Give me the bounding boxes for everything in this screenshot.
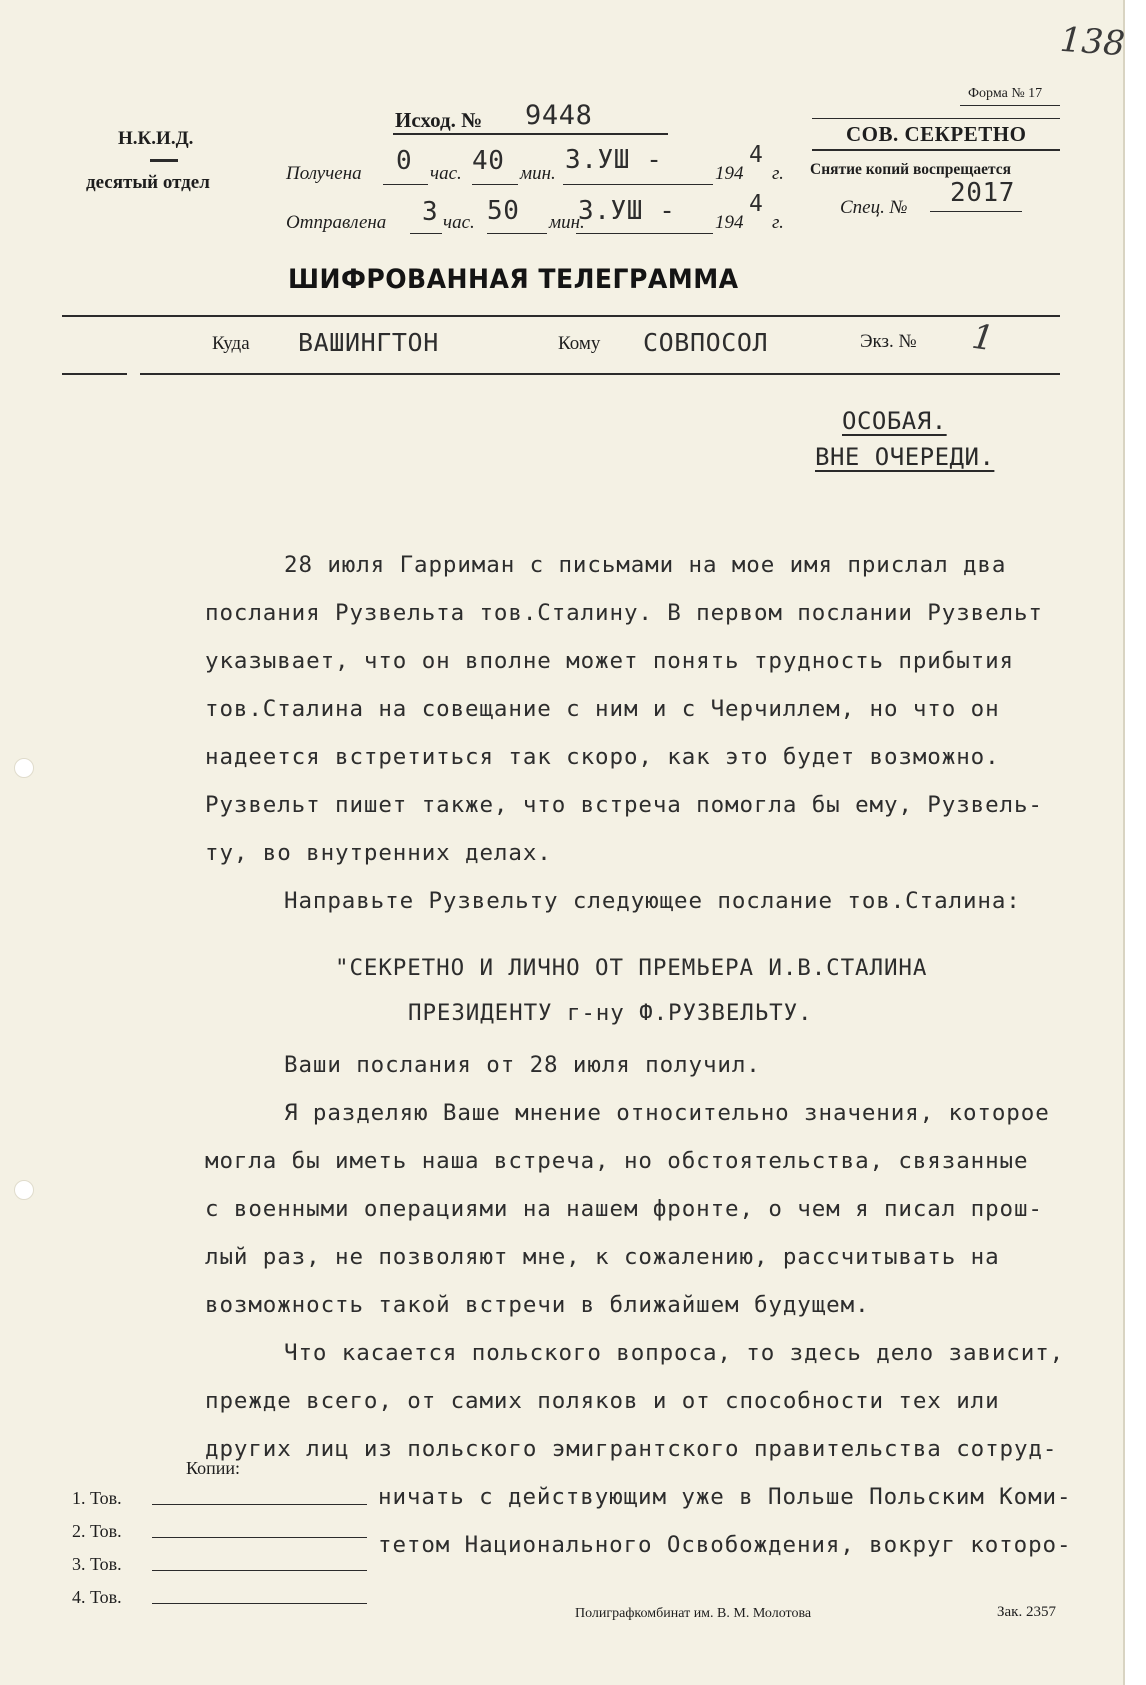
punch-hole bbox=[14, 758, 34, 778]
sent-date: 3.УШ - bbox=[578, 196, 676, 226]
body-line: Я разделяю Ваше мнение относительно значения, которое bbox=[284, 1100, 1050, 1126]
order-number: Зак. 2357 bbox=[997, 1604, 1056, 1620]
sent-label: Отправлена bbox=[286, 212, 387, 233]
route-to-label: Куда bbox=[212, 333, 250, 354]
received-minute-label: мин. bbox=[520, 163, 556, 184]
received-minute: 40 bbox=[472, 146, 505, 176]
spec-label: Спец. № bbox=[840, 197, 908, 218]
body-line: тетом Национального Освобождения, вокруг которо- bbox=[378, 1532, 1072, 1558]
route-whom-label: Кому bbox=[558, 333, 601, 354]
body-line: ту, во внутренних делах. bbox=[205, 840, 552, 866]
punch-hole bbox=[14, 1180, 34, 1200]
no-copies-note: Снятие копий воспрещается bbox=[810, 161, 1012, 178]
received-year-suffix: г. bbox=[772, 163, 784, 184]
sent-year: 194 bbox=[715, 212, 744, 233]
body-line: с военными операциями на нашем фронте, о чем я писал прош- bbox=[205, 1196, 1043, 1222]
body-line: надеется встретиться так скоро, как это будет возможно. bbox=[205, 744, 1000, 770]
body-line: лый раз, не позволяют мне, к сожалению, рассчитывать на bbox=[205, 1244, 1000, 1270]
copy-recipient: 4. Тов. bbox=[72, 1587, 122, 1607]
body-line: прежде всего, от самих поляков и от способности тех или bbox=[205, 1388, 1000, 1414]
archive-page-number: 138 bbox=[1058, 19, 1127, 65]
body-line: Что касается польского вопроса, то здесь дело зависит, bbox=[284, 1340, 1065, 1366]
sent-minute: 50 bbox=[487, 196, 520, 226]
copy-recipient: 2. Тов. bbox=[72, 1521, 122, 1541]
form-number: Форма № 17 bbox=[968, 86, 1043, 101]
route-whom: СОВПОСОЛ bbox=[643, 328, 769, 357]
sent-year-digit: 4 bbox=[749, 191, 764, 217]
copy-number: 1 bbox=[969, 316, 997, 360]
printer-imprint: Полиграфкомбинат им. В. М. Молотова bbox=[575, 1606, 812, 1621]
body-line: Ваши послания от 28 июля получил. bbox=[284, 1052, 761, 1078]
org-dept: десятый отдел bbox=[86, 172, 210, 193]
body-line: других лиц из польского эмигрантского правительства сотруд- bbox=[205, 1436, 1058, 1462]
received-year-digit: 4 bbox=[749, 142, 764, 168]
sent-hour-label: час. bbox=[443, 212, 475, 233]
body-line: Рузвельт пишет также, что встреча помогла бы ему, Рузвель- bbox=[205, 792, 1043, 818]
body-line: тов.Сталина на совещание с ним и с Черчиллем, но что он bbox=[205, 696, 1000, 722]
copy-number-label: Экз. № bbox=[860, 331, 917, 352]
priority-special: ОСОБАЯ. bbox=[842, 407, 947, 435]
received-label: Получена bbox=[286, 163, 362, 184]
body-line: могла бы иметь наша встреча, но обстоятельства, связанные bbox=[205, 1148, 1029, 1174]
body-line: возможность такой встречи в ближайшем будущем. bbox=[205, 1292, 870, 1318]
body-line: 28 июля Гарриман с письмами на мое имя прислал два bbox=[284, 552, 1007, 578]
sent-year-suffix: г. bbox=[772, 212, 784, 233]
classification-title: СОВ. СЕКРЕТНО bbox=[846, 122, 1027, 146]
body-line: указывает, что он вполне может понять трудность прибытия bbox=[205, 648, 1014, 674]
body-line: Направьте Рузвельту следующее послание тов.Сталина: bbox=[284, 888, 1021, 914]
body-line: ничать с действующим уже в Польше Польским Коми- bbox=[378, 1484, 1072, 1510]
received-year: 194 bbox=[715, 163, 744, 184]
sent-hour: 3 bbox=[422, 197, 439, 227]
received-hour: 0 bbox=[396, 146, 413, 176]
message-heading: ПРЕЗИДЕНТУ г-ну Ф.РУЗВЕЛЬТУ. bbox=[408, 1000, 813, 1026]
spec-number: 2017 bbox=[950, 178, 1016, 208]
route-to: ВАШИНГТОН bbox=[298, 328, 439, 357]
org-name: Н.К.И.Д. bbox=[118, 128, 194, 149]
received-date: 3.УШ - bbox=[565, 145, 663, 175]
priority-urgent: ВНЕ ОЧЕРЕДИ. bbox=[815, 443, 995, 471]
copy-recipient: 1. Тов. bbox=[72, 1488, 122, 1508]
message-heading: "СЕКРЕТНО И ЛИЧНО ОТ ПРЕМЬЕРА И.В.СТАЛИНА bbox=[335, 955, 928, 981]
outgoing-number: 9448 bbox=[525, 100, 593, 131]
received-hour-label: час. bbox=[430, 163, 462, 184]
copy-recipient: 3. Тов. bbox=[72, 1554, 122, 1574]
outgoing-label: Исход. № bbox=[395, 108, 483, 132]
doc-title: ШИФРОВАННАЯ ТЕЛЕГРАММА bbox=[288, 264, 739, 295]
copies-label: Копии: bbox=[186, 1458, 241, 1478]
sent-minute-label: мин. bbox=[549, 212, 585, 233]
body-line: послания Рузвельта тов.Сталину. В первом послании Рузвельт bbox=[205, 600, 1043, 626]
